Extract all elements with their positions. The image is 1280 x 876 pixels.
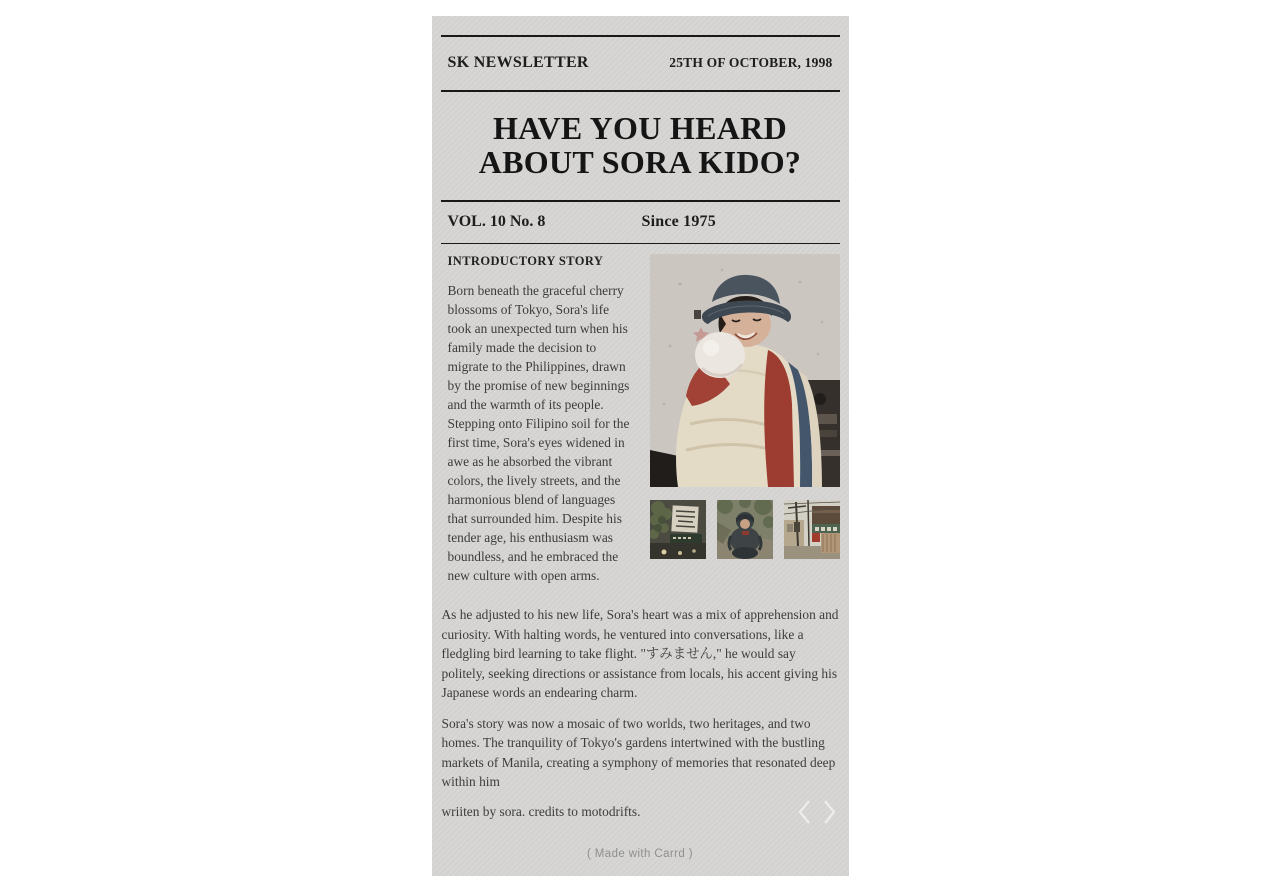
story-paragraph-2: As he adjusted to his new life, Sora's heart was a mix of apprehension and curiosity. With halting words, he ventured into conversations, like a fledgling bird learning to take flight. "すみません," he would say politely, seeking directions or assistance from locals, his accent giving his Japanese words an endearing charm. [441,607,839,700]
byline: wriiten by sora. credits to motodrifts. [441,803,641,819]
newsletter-title: SK NEWSLETTER [447,53,589,71]
main-photo[interactable] [650,254,840,487]
media-column [650,252,840,585]
page-title [441,100,840,192]
since-year: Since 1975 [641,212,716,230]
divider-under-masthead [441,90,840,92]
byline-row [441,798,840,826]
volume-number: VOL. 10 No. 8 [447,212,546,230]
story-section [441,252,840,585]
chevron-left-icon[interactable] [797,798,812,826]
crouching-child-thumb-illustration [717,500,773,559]
headline-line2: ABOUT SORA KIDO? [478,143,802,180]
page-footer [441,848,840,860]
divider-above-volume [441,200,840,202]
thumbnail-street-corner[interactable] [784,500,840,559]
headline-line1: HAVE YOU HEARD [492,109,787,146]
story-paragraph-3: Sora's story was now a mosaic of two worlds, two heritages, and two homes. The tranquility of Tokyo's gardens intertwined with the bustling markets of Manila, creating a symphony of memories that resonated deep within him [441,715,836,789]
child-photo-illustration [650,254,840,487]
masthead [441,45,840,82]
thumbnail-storefront[interactable] [650,500,706,559]
story-column [441,252,644,585]
divider-below-volume [441,243,840,245]
issue-date: 25TH OF OCTOBER, 1998 [669,54,833,70]
made-with-carrd-link[interactable]: ( Made with Carrd ) [586,847,693,860]
thumbnail-crouching-child[interactable] [717,500,773,559]
story-paragraph-1: Born beneath the graceful cherry blossoms of Tokyo, Sora's life took an unexpected turn when his family made the decision to migrate to the Philippines, drawn by the promise of new beginnings and the warmth of its people. Stepping onto Filipino soil for the first time, Sora's eyes widened in awe as he absorbed the vibrant colors, the lively streets, and the harmonious blend of languages that surrounded him. Despite his tender age, his enthusiasm was boundless, and he embraced the new culture with open arms. [447,283,630,583]
chevron-right-icon[interactable] [822,798,837,826]
street-corner-thumb-illustration [784,500,840,559]
slider-navigation [797,798,840,826]
thumbnail-strip [650,500,840,559]
newsletter-page [432,16,849,876]
storefront-thumb-illustration [650,500,706,559]
section-heading: INTRODUCTORY STORY [447,254,604,268]
divider-top [441,35,840,37]
edition-row [441,210,840,235]
